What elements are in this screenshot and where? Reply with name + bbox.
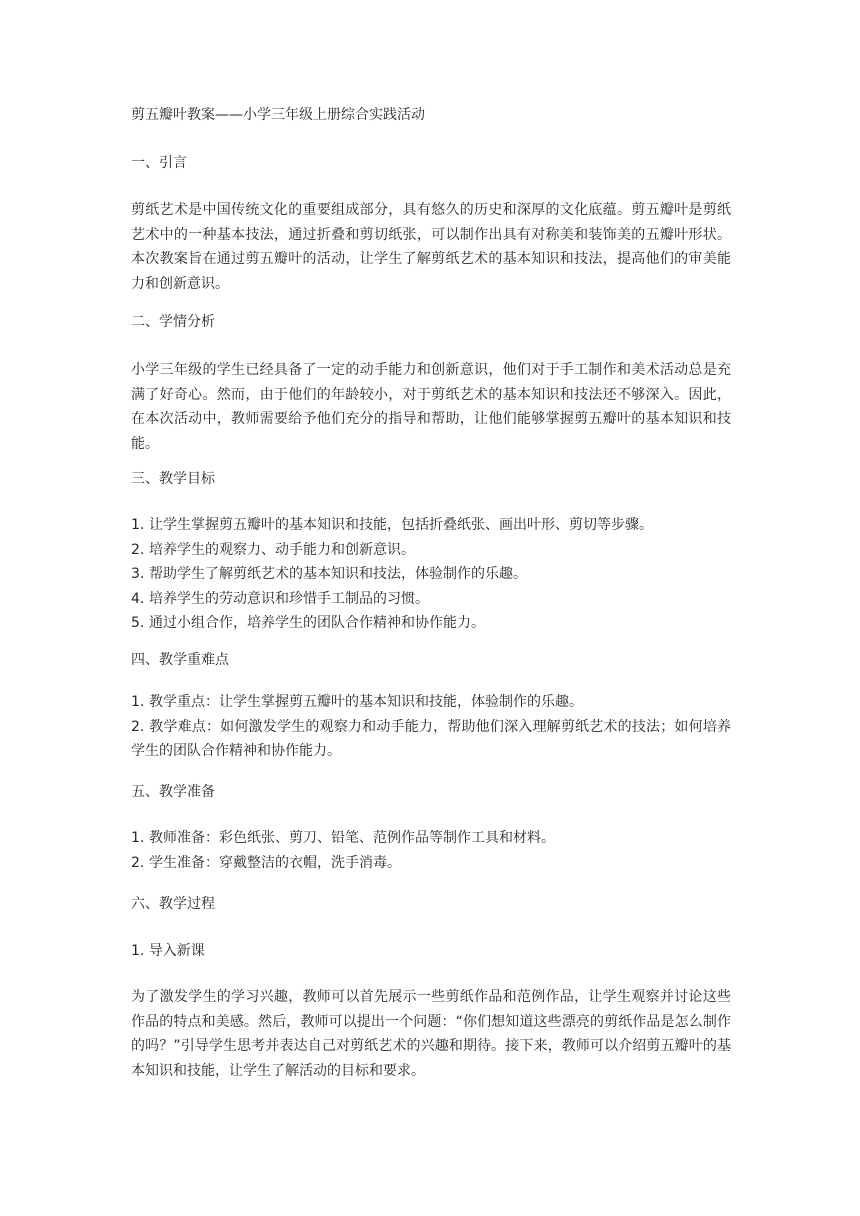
section-heading-intro: 一、引言 [131,155,187,171]
list-item-text: 教学难点：如何激发学生的观察力和动手能力，帮助他们深入理解剪纸艺术的技法；如何培养学生的团队合作精神和协作能力。 [131,718,731,759]
list-item [131,611,731,636]
section-heading-student-analysis: 二、学情分析 [131,314,215,330]
list-item [131,587,731,612]
list-item [131,826,731,851]
list-item-text: 教学重点：让学生掌握剪五瓣叶的基本知识和技能，体验制作的乐趣。 [149,694,583,710]
key-points-list [131,690,731,764]
list-item [131,851,731,876]
intro-paragraph: 剪纸艺术是中国传统文化的重要组成部分，具有悠久的历史和深厚的文化底蕴。剪五瓣叶是剪纸艺术中的一种基本技法，通过折叠和剪切纸张，可以制作出具有对称美和装饰美的五瓣叶形状。本次教案旨在通过剪五瓣叶的活动，让学生了解剪纸艺术的基本知识和技法，提高他们的审美能力和创新意识。 [131,202,731,292]
document-title: 剪五瓣叶教案——小学三年级上册综合实践活动 [131,107,425,123]
list-item-number: 5. [131,615,145,631]
list-item-text: 帮助学生了解剪纸艺术的基本知识和技法，体验制作的乐趣。 [149,566,527,582]
subsection-heading-intro-lesson: 1. 导入新课 [131,943,205,959]
list-item-number: 4. [131,590,145,607]
list-item-text: 学生准备：穿戴整洁的衣帽，洗手消毒。 [149,854,401,871]
list-item-text: 让学生掌握剪五瓣叶的基本知识和技能，包括折叠纸张、画出叶形、剪切等步骤。 [149,517,653,533]
student-analysis-paragraph: 小学三年级的学生已经具备了一定的动手能力和创新意识，他们对于手工制作和美术活动总是充满了好奇心。然而，由于他们的年龄较小，对于剪纸艺术的基本知识和技法还不够深入。因此，在本次活动中，教师需要给予他们充分的指导和帮助，让他们能够掌握剪五瓣叶的基本知识和技能。 [131,362,731,452]
section-heading-teaching-process: 六、教学过程 [131,896,215,912]
section-heading-preparation: 五、教学准备 [131,784,215,800]
list-item-number: 2. [131,854,145,871]
list-item-number: 1. [131,517,145,533]
list-item [131,538,731,563]
list-item [131,562,731,587]
intro-lesson-paragraph: 为了激发学生的学习兴趣，教师可以首先展示一些剪纸作品和范例作品，让学生观察并讨论这些作品的特点和美感。然后，教师可以提出一个问题：“你们想知道这些漂亮的剪纸作品是怎么制作的吗？”引导学生思考并表达自己对剪纸艺术的兴趣和期待。接下来，教师可以介绍剪五瓣叶的基本知识和技能，让学生了解活动的目标和要求。 [131,989,731,1079]
list-item-text: 培养学生的劳动意识和珍惜手工制品的习惯。 [149,590,429,607]
list-item-number: 1. [131,830,145,846]
list-item [131,513,731,538]
list-item-number: 2. [131,718,145,735]
section-heading-key-points: 四、教学重难点 [131,652,229,668]
teaching-goals-list [131,513,731,636]
list-item-text: 通过小组合作，培养学生的团队合作精神和协作能力。 [149,615,485,631]
section-heading-teaching-goals: 三、教学目标 [131,471,215,487]
list-item-text: 培养学生的观察力、动手能力和创新意识。 [149,541,415,558]
list-item-number: 2. [131,541,145,558]
list-item-text: 教师准备：彩色纸张、剪刀、铅笔、范例作品等制作工具和材料。 [149,830,555,846]
list-item [131,715,731,764]
list-item [131,690,731,715]
list-item-number: 3. [131,566,145,582]
preparation-list [131,826,731,875]
list-item-number: 1. [131,694,145,710]
